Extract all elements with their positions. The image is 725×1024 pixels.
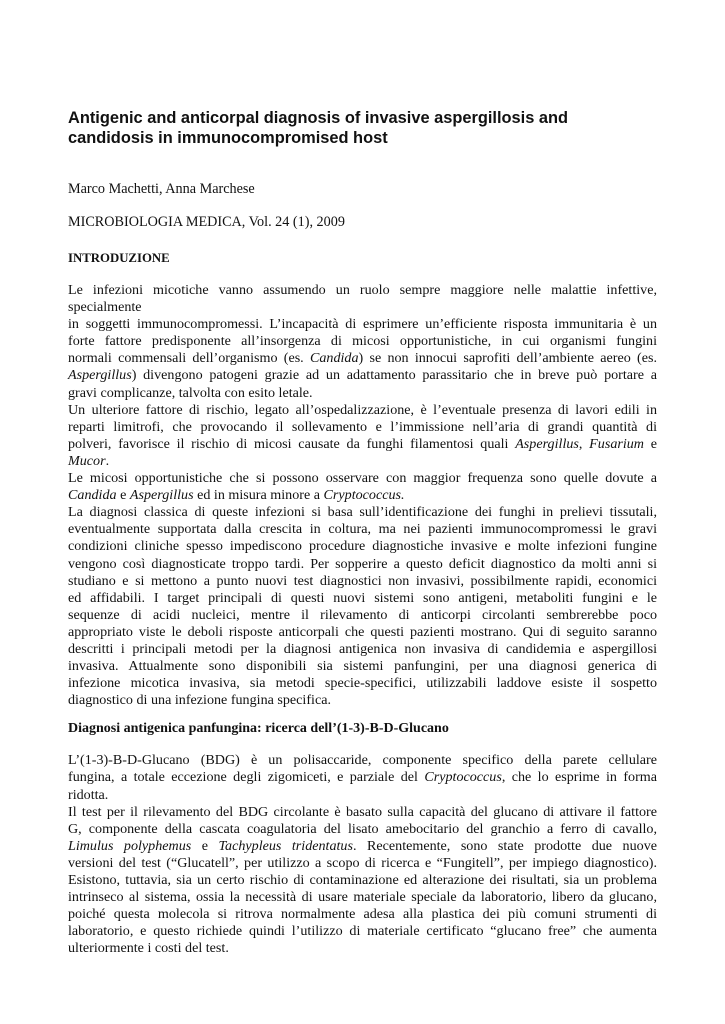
text-line: Le micosi opportunistiche che si possono osservare con maggior frequenza sono quelle dovute a <box>68 470 657 487</box>
italic-term: Tachypleus tridentatus <box>218 837 353 854</box>
italic-term: Limulus polyphemus <box>68 837 192 854</box>
italic-term: Candida <box>68 487 117 504</box>
text-run: . <box>105 452 110 469</box>
text-line: Il test per il rilevamento del BDG circolante è basato sulla capacità del glucano di attivare il fattore <box>68 803 657 820</box>
paragraph <box>68 504 657 709</box>
text-line <box>68 769 657 786</box>
italic-term: Cryptococcus. <box>323 487 405 504</box>
journal-citation: MICROBIOLOGIA MEDICA, Vol. 24 (1), 2009 <box>68 214 345 230</box>
text-line <box>68 436 657 453</box>
text-line: ulteriormente i costi del test. <box>68 940 229 957</box>
text-run: fungina, a totale eccezione degli zigomiceti, e parziale del <box>68 769 425 786</box>
text-line: reparti limitrofi, che provocando il sollevamento e l’immissione nell’aria di grandi quantità di <box>68 418 657 435</box>
text-run: . Recentemente, sono state prodotte due nuove <box>352 837 657 854</box>
italic-term: Aspergillus <box>129 487 194 504</box>
text-run: ) divengono patogeni grazie ad un adattamento parassitario che in breve può portare a <box>131 367 657 384</box>
text-line: poiché questa molecola si ritrova normalmente adesa alla plastica dei più comuni strumenti di <box>68 906 657 923</box>
text-line: condizioni cliniche spesso impediscono procedure diagnostiche invasive e molte infezioni fungine <box>68 538 657 555</box>
text-line: G, componente della cascata coagulatoria del lisato amebocitario del granchio a ferro di cavallo, <box>68 820 657 837</box>
italic-term: Mucor <box>68 452 106 469</box>
text-line: gravi complicanze, talvolta con esito letale. <box>68 384 313 401</box>
author-list: Marco Machetti, Anna Marchese <box>68 181 255 197</box>
paragraph <box>68 282 657 402</box>
italic-term: Cryptococcus <box>424 769 502 786</box>
title-line: Antigenic and anticorpal diagnosis of invasive aspergillosis and <box>68 109 569 127</box>
text-run: , <box>578 435 590 452</box>
text-run: , che lo esprime in forma <box>501 769 658 786</box>
text-line: in soggetti immunocompromessi. L’incapacità di esprimere un’efficiente risposta immunitaria è un <box>68 316 657 333</box>
section-heading-diagnosi-panfungina: Diagnosi antigenica panfungina: ricerca dell’(1-3)-B-D-Glucano <box>68 721 449 737</box>
italic-term: Fusarium <box>589 435 644 452</box>
text-line: studiano e si mettono a punto nuovi test diagnostici non invasivi, possibilmente rapidi, economici <box>68 572 657 589</box>
text-line: versioni del test (“Glucatell”, per utilizzo a scopo di ricerca e “Fungitell”, per impiego diagnostico). <box>68 854 657 871</box>
text-line: intrinseco al sistema, ossia la necessità di usare materiale speciale da laboratorio, libero da glucano, <box>68 889 657 906</box>
paper-title <box>68 108 657 148</box>
text-line: infezione micotica invasiva, sia metodi specie-specifici, utilizzabili laddove esiste il sospetto <box>68 675 657 692</box>
text-line: Un ulteriore fattore di rischio, legato all’ospedalizzazione, è l’eventuale presenza di lavori edili in <box>68 401 657 418</box>
text-run: ) se non innocui saprofiti dell’ambiente aereo (es. <box>358 350 657 367</box>
text-line: L’(1-3)-B-D-Glucano (BDG) è un polisaccaride, componente specifico della parete cellulare <box>68 752 657 769</box>
section-heading-introduzione: INTRODUZIONE <box>68 251 170 265</box>
text-line: invasiva. Attualmente sono disponibili sia sistemi panfungini, per una diagnosi generica di <box>68 658 657 675</box>
text-line: laboratorio, e questo richiede quindi l’utilizzo di materiale certificato “glucano free” che aumenta <box>68 923 657 940</box>
text-line: eventualmente supportata dalla crescita in coltura, ma nei pazienti immunocompromessi le gravi <box>68 521 657 538</box>
text-line: specialmente <box>68 299 142 316</box>
section-diagnosi-panfungina-body <box>68 752 657 957</box>
text-line: Esistono, tuttavia, sia un certo rischio di contaminazione ed alterazione dei risultati, sia un problema <box>68 872 657 888</box>
text-run: e <box>116 487 130 504</box>
text-run: normali commensali dell’organismo (es. <box>68 350 310 367</box>
text-run: e <box>644 435 658 452</box>
text-line: forte fattore predisponente all’insorgenza di micosi opportunistiche, in cui organismi fungini <box>68 333 657 350</box>
paragraph <box>68 752 657 803</box>
text-line <box>68 367 657 384</box>
text-line: descritti i principali metodi per la diagnosi antigenica non invasiva di candidemia e aspergillosi <box>68 640 657 657</box>
text-line: vengono così diagnosticate troppo tardi. Per sopperire a questo deficit diagnostico da molti anni si <box>68 555 657 572</box>
text-line: ridotta. <box>68 786 109 803</box>
text-line: ed affidabili. I target principali di questi nuovi sistemi sono antigeni, metaboliti fungini e le <box>68 589 657 606</box>
text-run: polveri, favorisce il rischio di micosi causate da funghi filamentosi quali <box>68 435 516 452</box>
text-run: ed in misura minore a <box>193 487 324 504</box>
paragraph <box>68 470 657 504</box>
text-line: sequenze di acidi nucleici, mentre il rilevamento di anticorpi circolanti sembrerebbe poco <box>68 606 657 623</box>
text-line <box>68 487 657 504</box>
title-line: candidosis in immunocompromised host <box>68 129 388 147</box>
text-line <box>68 350 657 367</box>
text-line: appropriato viste le deboli risposte anticorpali che questi pazienti mostrano. Qui di seguito saranno <box>68 623 657 640</box>
italic-term: Aspergillus <box>68 367 132 384</box>
paper-page <box>68 108 657 957</box>
section-introduzione-body <box>68 282 657 709</box>
text-line: diagnostico di una infezione fungina specifica. <box>68 692 331 709</box>
text-line <box>68 453 657 470</box>
text-line <box>68 838 657 855</box>
text-run: e <box>191 837 219 854</box>
paragraph <box>68 804 657 958</box>
italic-term: Candida <box>309 350 359 367</box>
paragraph <box>68 402 657 470</box>
italic-term: Aspergillus <box>515 435 579 452</box>
text-line: Le infezioni micotiche vanno assumendo un ruolo sempre maggiore nelle malattie infettive, <box>68 282 657 298</box>
text-line: La diagnosi classica di queste infezioni si basa sull’identificazione dei funghi in prelievi tissutali, <box>68 504 657 521</box>
